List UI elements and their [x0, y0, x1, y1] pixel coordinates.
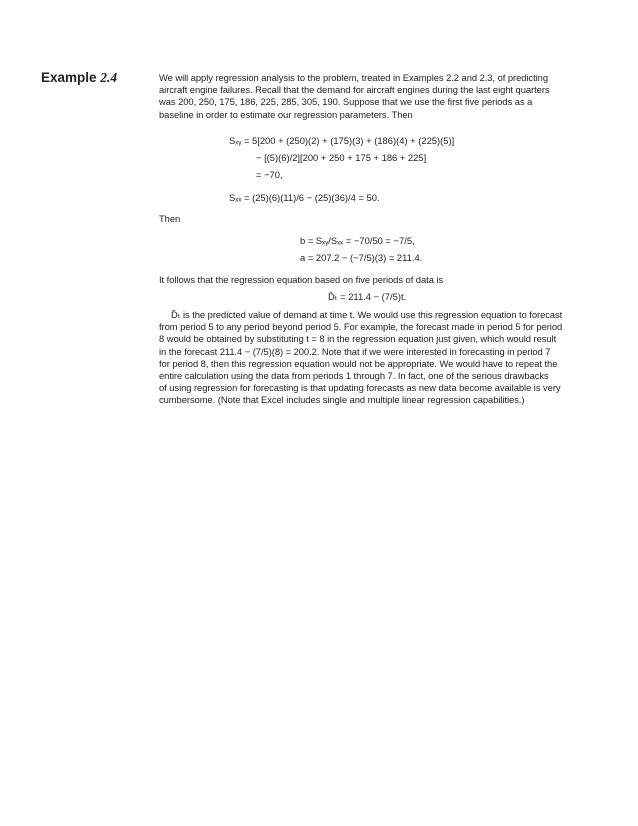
closing-line: from period 5 to any period beyond period 5. For example, the forecast made in period 5 for period — [159, 321, 563, 333]
intro-line: aircraft engine failures. Recall that the demand for aircraft engines during the last eight quarters — [159, 84, 550, 96]
closing-line: in the forecast 211.4 − (7/5)(8) = 200.2. Note that if we were interested in forecasting in period 7 — [159, 345, 551, 357]
closing-line: D̂ₜ is the predicted value of demand at time t. We would use this regression equation to forecast — [171, 309, 563, 320]
closing-paragraph — [159, 309, 597, 407]
closing-line: 8 would be obtained by substituting t = 8 in the regression equation just given, which would result — [159, 333, 557, 345]
then-label: Then — [159, 213, 181, 224]
intro-line: baseline in order to estimate our regression parameters. Then — [159, 108, 413, 120]
example-label: Example — [41, 70, 97, 85]
sxy-equation: Sₓᵧ = 5[200 + (250)(2) + (175)(3) + (186)(4) + (225)(5)] — [229, 135, 455, 146]
intro-line: was 200, 250, 175, 186, 225, 285, 305, 190. Suppose that we use the first five periods as a — [159, 96, 533, 108]
closing-line: cumbersome. (Note that Excel includes single and multiple linear regression capabilities.) — [159, 394, 525, 406]
a-equation: a = 207.2 − (−7/5)(3) = 211.4. — [300, 252, 423, 263]
intro-paragraph — [159, 72, 597, 121]
intro-line: We will apply regression analysis to the problem, treated in Examples 2.2 and 2.3, of predicting — [159, 72, 548, 83]
sxy-equation-cont: − [(5)(6)/2][200 + 250 + 175 + 186 + 225] — [256, 152, 427, 163]
closing-line: entire calculation using the data from periods 1 through 7. In fact, one of the serious drawbacks — [159, 370, 549, 382]
regression-equation: D̂ₜ = 211.4 − (7/5)t. — [328, 291, 407, 302]
closing-line: for period 8, then this regression equation would not be appropriate. We would have to repeat the — [159, 357, 558, 369]
sxx-equation: Sₓₓ = (25)(6)(11)/6 − (25)(36)/4 = 50. — [229, 192, 380, 203]
b-equation: b = Sₓᵧ/Sₓₓ = −70/50 = −7/5, — [300, 235, 415, 246]
follows-text: It follows that the regression equation based on five periods of data is — [159, 274, 444, 285]
example-heading — [41, 69, 117, 87]
closing-line: of using regression for forecasting is that updating forecasts as new data become available is very — [159, 382, 561, 394]
example-number: 2.4 — [100, 70, 118, 85]
sxy-result: = −70, — [256, 169, 283, 180]
